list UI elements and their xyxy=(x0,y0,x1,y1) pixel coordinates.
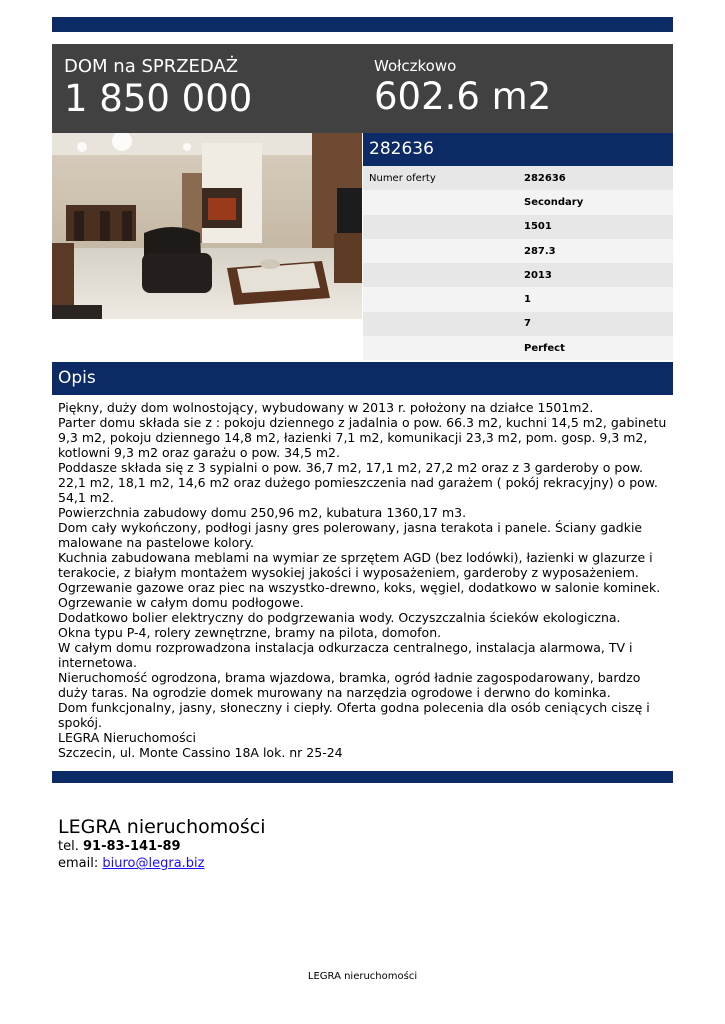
living-room-photo xyxy=(52,133,362,319)
description-line: Nieruchomość ogrodzona, brama wjazdowa, bramka, ogród ładnie zagospodarowany, bardzo duży taras. Na ogrodzie domek murowany na narzędzia ogrodowe i derwno do kominka. xyxy=(58,670,641,700)
details-value: Secondary xyxy=(524,196,584,208)
description-heading xyxy=(52,362,673,395)
phone-line xyxy=(58,838,266,855)
details-value: 1 xyxy=(524,294,531,306)
description-line: Piękny, duży dom wolnostojący, wybudowany w 2013 r. położony na działce 1501m2. xyxy=(58,400,594,415)
property-photo xyxy=(52,133,362,319)
top-bar xyxy=(52,17,673,32)
property-area: 602.6 m2 xyxy=(374,75,552,118)
description-line: Parter domu składa sie z : pokoju dziennego z jadalnia o pow. 66.3 m2, kuchni 14,5 m2, gabinetu 9,3 m2, pokoju dziennego 14,8 m2, łazienki 7,1 m2, komunikacji 23,3 m2, pom. gosp. 9,3 m2, kotlowni 9,3 m2 oraz garażu o pow. 34,5 m2. xyxy=(58,415,667,460)
details-row xyxy=(363,239,673,263)
details-value: Perfect xyxy=(524,342,565,354)
description-line: LEGRA Nieruchomości xyxy=(58,730,196,745)
email-link[interactable]: biuro@legra.biz xyxy=(102,856,205,871)
details-value: 287.3 xyxy=(524,245,556,257)
description-line: Powierzchnia zabudowy domu 250,96 m2, kubatura 1360,17 m3. xyxy=(58,505,467,520)
hero-banner xyxy=(52,44,673,133)
details-row xyxy=(363,336,673,360)
details-row xyxy=(363,215,673,239)
details-value: 2013 xyxy=(524,269,552,281)
email-line xyxy=(58,855,266,872)
details-row xyxy=(363,190,673,214)
description-line: Ogrzewanie gazowe oraz piec na wszystko-drewno, koks, węgiel, dodatkowo w salonie kominek. xyxy=(58,580,661,595)
details-row xyxy=(363,287,673,311)
hero-right xyxy=(374,56,551,118)
description-line: Dom funkcjonalny, jasny, słoneczny i ciepły. Oferta godna polecenia dla osób ceniących ciszę i spokój. xyxy=(58,700,650,730)
phone-number: 91-83-141-89 xyxy=(82,839,181,854)
description-line: Dom cały wykończony, podłogi jasny gres polerowany, jasna terakota i panele. Ściany gadkie malowane na pastelowe kolory. xyxy=(58,520,643,550)
description-line: W całym domu rozprowadzona instalacja odkurzacza centralnego, instalacja alarmowa, TV i internetowa. xyxy=(58,640,633,670)
property-price: 1 850 000 xyxy=(64,77,253,120)
bottom-bar xyxy=(52,771,673,783)
description-line: Szczecin, ul. Monte Cassino 18A lok. nr 25-24 xyxy=(58,745,343,760)
description-line: Dodatkowo bolier elektryczny do podgrzewania wody. Oczyszczalnia ścieków ekologiczna. xyxy=(58,610,621,625)
description-line: Kuchnia zabudowana meblami na wymiar ze sprzętem AGD (bez lodówki), łazienki w glazurze i terakocie, z białym montażem wysokiej jakości i wyposażeniem, garderoby z wyposażeniem. xyxy=(58,550,653,580)
description-body xyxy=(58,400,670,760)
details-value: 282636 xyxy=(524,172,566,184)
hero-left xyxy=(64,56,252,120)
details-row xyxy=(363,312,673,336)
company-name: LEGRA nieruchomości xyxy=(58,816,266,838)
details-value: 7 xyxy=(524,318,531,330)
details-label: Numer oferty xyxy=(369,172,436,184)
property-location: Wołczkowo xyxy=(374,57,457,75)
description-title: Opis xyxy=(58,368,96,388)
contact-block xyxy=(58,816,266,872)
footer-text: LEGRA nieruchomości xyxy=(307,971,418,982)
description-line: Okna typu P-4, rolery zewnętrzne, bramy na pilota, domofon. xyxy=(58,625,442,640)
details-row xyxy=(363,263,673,287)
offer-id-heading: 282636 xyxy=(363,133,673,166)
email-label: email: xyxy=(58,856,99,871)
description-line: Poddasze składa się z 3 sypialni o pow. 36,7 m2, 17,1 m2, 27,2 m2 oraz z 3 garderoby o pow. 22,1 m2, 18,1 m2, 14,6 m2 oraz dużego pomieszczenia nad garażem ( pokój rekracyjny) o pow. 54,1 m2. xyxy=(58,460,658,505)
property-type: DOM na SPRZEDAŻ xyxy=(64,56,239,77)
details-panel xyxy=(363,133,673,360)
details-table xyxy=(363,166,673,360)
description-line: Ogrzewanie w całym domu podłogowe. xyxy=(58,595,304,610)
phone-label: tel. xyxy=(58,839,79,854)
details-row xyxy=(363,166,673,190)
details-value: 1501 xyxy=(524,221,552,233)
